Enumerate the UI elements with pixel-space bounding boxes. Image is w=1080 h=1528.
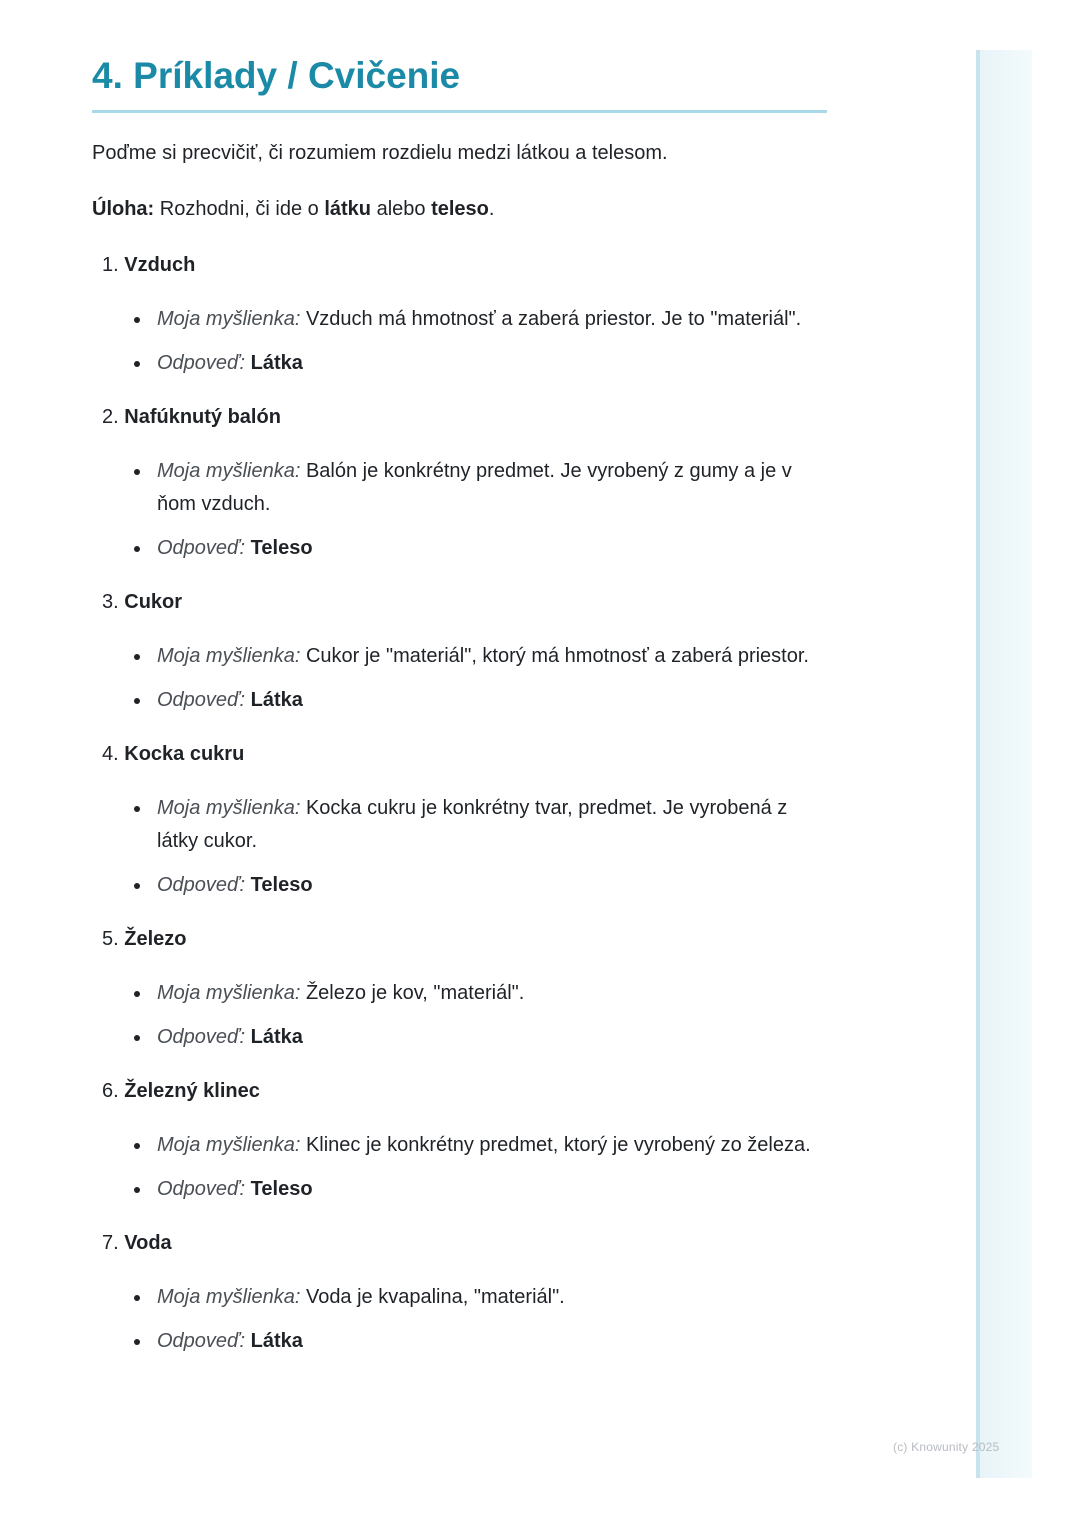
answer-value: Teleso xyxy=(250,537,313,559)
task-text-middle: alebo xyxy=(371,198,432,220)
answer-label: Odpoveď: xyxy=(157,1330,246,1352)
answer-label: Odpoveď: xyxy=(157,874,246,896)
task-term-body: teleso xyxy=(431,198,489,220)
answer-label: Odpoveď: xyxy=(157,1178,246,1200)
thought-label: Moja myšlienka: xyxy=(157,1134,301,1156)
answer-bullet xyxy=(92,532,827,565)
answer-value: Látka xyxy=(250,352,303,374)
thought-bullet xyxy=(92,455,827,521)
exercise-bullets xyxy=(92,792,832,902)
document-content xyxy=(92,52,832,1379)
exercise-bullets xyxy=(92,640,832,717)
exercise-heading xyxy=(102,1075,832,1107)
exercise-title: Voda xyxy=(124,1232,172,1254)
exercise-title: Cukor xyxy=(124,591,183,613)
exercise-bullets xyxy=(92,455,832,565)
answer-bullet xyxy=(92,684,827,717)
copyright-notice: (c) Knowunity 2025 xyxy=(893,1440,1000,1454)
thought-label: Moja myšlienka: xyxy=(157,460,301,482)
thought-bullet xyxy=(92,303,827,336)
exercise-number: 1. xyxy=(102,254,119,276)
answer-value: Látka xyxy=(250,1026,303,1048)
exercise-bullets xyxy=(92,303,832,380)
answer-label: Odpoveď: xyxy=(157,689,246,711)
thought-text: Balón je konkrétny predmet. Je vyrobený z gumy a je v ňom vzduch. xyxy=(157,460,792,515)
exercise-heading xyxy=(102,586,832,618)
answer-value: Látka xyxy=(250,1330,303,1352)
thought-text: Kocka cukru je konkrétny tvar, predmet. Je vyrobená z látky cukor. xyxy=(157,797,788,852)
thought-bullet xyxy=(92,1281,827,1314)
exercise-heading xyxy=(102,401,832,433)
exercise-item xyxy=(92,923,832,1054)
thought-text: Železo je kov, "materiál". xyxy=(305,982,525,1004)
exercise-number: 4. xyxy=(102,743,119,765)
answer-bullet xyxy=(92,869,827,902)
exercise-heading xyxy=(102,1227,832,1259)
exercise-heading xyxy=(102,249,832,281)
exercise-item xyxy=(92,1227,832,1358)
exercise-number: 3. xyxy=(102,591,119,613)
thought-label: Moja myšlienka: xyxy=(157,1286,301,1308)
exercise-item xyxy=(92,401,832,565)
answer-label: Odpoveď: xyxy=(157,537,246,559)
exercise-title: Nafúknutý balón xyxy=(124,406,281,428)
thought-bullet xyxy=(92,792,827,858)
exercise-number: 5. xyxy=(102,928,119,950)
thought-bullet xyxy=(92,640,827,673)
exercise-heading xyxy=(102,738,832,770)
answer-bullet xyxy=(92,1325,827,1358)
answer-bullet xyxy=(92,1021,827,1054)
answer-label: Odpoveď: xyxy=(157,1026,246,1048)
thought-bullet xyxy=(92,1129,827,1162)
answer-value: Teleso xyxy=(250,1178,313,1200)
task-term-substance: látku xyxy=(324,198,372,220)
exercise-bullets xyxy=(92,1281,832,1358)
exercise-item xyxy=(92,738,832,902)
thought-label: Moja myšlienka: xyxy=(157,797,301,819)
exercise-list xyxy=(92,249,832,1358)
thought-label: Moja myšlienka: xyxy=(157,308,301,330)
exercise-heading xyxy=(102,923,832,955)
thought-label: Moja myšlienka: xyxy=(157,645,301,667)
exercise-item xyxy=(92,249,832,380)
task-label: Úloha: xyxy=(92,198,155,220)
task-paragraph xyxy=(92,193,832,225)
exercise-title: Železný klinec xyxy=(124,1080,260,1102)
thought-label: Moja myšlienka: xyxy=(157,982,301,1004)
task-text-before: Rozhodni, či ide o xyxy=(154,198,325,220)
thought-bullet xyxy=(92,977,827,1010)
answer-label: Odpoveď: xyxy=(157,352,246,374)
thought-text: Voda je kvapalina, "materiál". xyxy=(305,1286,565,1308)
answer-value: Teleso xyxy=(250,874,313,896)
exercise-bullets xyxy=(92,977,832,1054)
exercise-number: 7. xyxy=(102,1232,119,1254)
exercise-number: 2. xyxy=(102,406,119,428)
answer-value: Látka xyxy=(250,689,303,711)
thought-text: Klinec je konkrétny predmet, ktorý je vyrobený zo železa. xyxy=(305,1134,811,1156)
side-decoration-bar xyxy=(976,50,1032,1478)
answer-bullet xyxy=(92,347,827,380)
page-title: 4. Príklady / Cvičenie xyxy=(92,52,827,113)
exercise-bullets xyxy=(92,1129,832,1206)
task-text-end: . xyxy=(488,198,495,220)
thought-text: Cukor je "materiál", ktorý má hmotnosť a zaberá priestor. xyxy=(305,645,809,667)
exercise-number: 6. xyxy=(102,1080,119,1102)
exercise-title: Železo xyxy=(124,928,187,950)
exercise-title: Kocka cukru xyxy=(124,743,245,765)
thought-text: Vzduch má hmotnosť a zaberá priestor. Je to "materiál". xyxy=(305,308,802,330)
exercise-item xyxy=(92,586,832,717)
exercise-title: Vzduch xyxy=(124,254,196,276)
answer-bullet xyxy=(92,1173,827,1206)
exercise-item xyxy=(92,1075,832,1206)
intro-paragraph: Poďme si precvičiť, či rozumiem rozdielu medzi látkou a telesom. xyxy=(92,142,668,164)
